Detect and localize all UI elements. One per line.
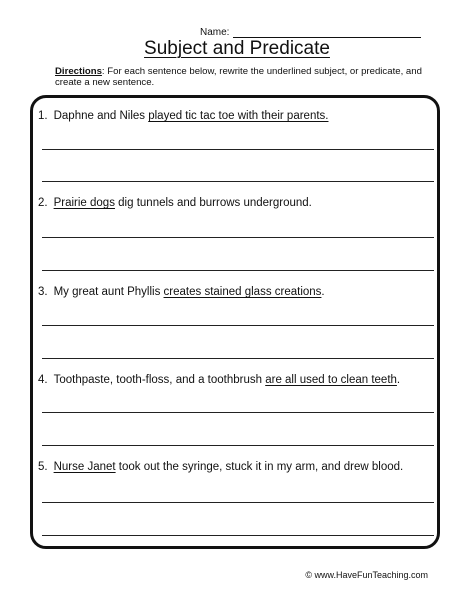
answer-line[interactable]: [42, 325, 434, 326]
question-underlined-part: Prairie dogs: [53, 197, 115, 209]
answer-line[interactable]: [42, 149, 434, 150]
directions-text: : For each sentence below, rewrite the underlined subject, or predicate, and create a new sentence.: [55, 66, 422, 88]
question-underlined-part: played tic tac toe with their parents.: [148, 110, 329, 122]
answer-line[interactable]: [42, 270, 434, 271]
answer-line[interactable]: [42, 535, 434, 536]
question-underlined-part: are all used to clean teeth: [265, 374, 397, 386]
question-text-before: Daphne and Niles: [53, 110, 149, 122]
answer-line[interactable]: [42, 237, 434, 238]
question-2: [38, 197, 312, 209]
directions-label: Directions: [55, 66, 102, 77]
copyright-footer: © www.HaveFunTeaching.com: [305, 570, 428, 580]
answer-line[interactable]: [42, 358, 434, 359]
question-3: [38, 286, 325, 298]
question-number: 2.: [38, 197, 48, 209]
directions: [55, 66, 425, 88]
name-field: [200, 27, 421, 38]
name-line[interactable]: [233, 27, 421, 38]
question-number: 3.: [38, 286, 48, 298]
worksheet-title: Subject and Predicate: [144, 38, 330, 59]
answer-line[interactable]: [42, 445, 434, 446]
question-text-after: dig tunnels and burrows underground.: [114, 197, 312, 209]
question-underlined-part: Nurse Janet: [53, 461, 116, 473]
questions-box: [30, 95, 440, 549]
question-number: 4.: [38, 374, 48, 386]
question-number: 5.: [38, 461, 48, 473]
question-text-after: took out the syringe, stuck it in my arm, and drew blood.: [115, 461, 404, 473]
question-text-after: .: [396, 374, 401, 386]
question-number: 1.: [38, 110, 48, 122]
answer-line[interactable]: [42, 502, 434, 503]
question-1: [38, 110, 328, 122]
answer-line[interactable]: [42, 412, 434, 413]
question-underlined-part: creates stained glass creations: [163, 286, 322, 298]
question-5: [38, 461, 403, 473]
question-text-after: .: [321, 286, 325, 298]
question-text-before: Toothpaste, tooth-floss, and a toothbrush: [53, 374, 266, 386]
answer-line[interactable]: [42, 181, 434, 182]
question-text-before: My great aunt Phyllis: [53, 286, 164, 298]
name-label: Name:: [200, 27, 230, 38]
question-4: [38, 374, 400, 386]
